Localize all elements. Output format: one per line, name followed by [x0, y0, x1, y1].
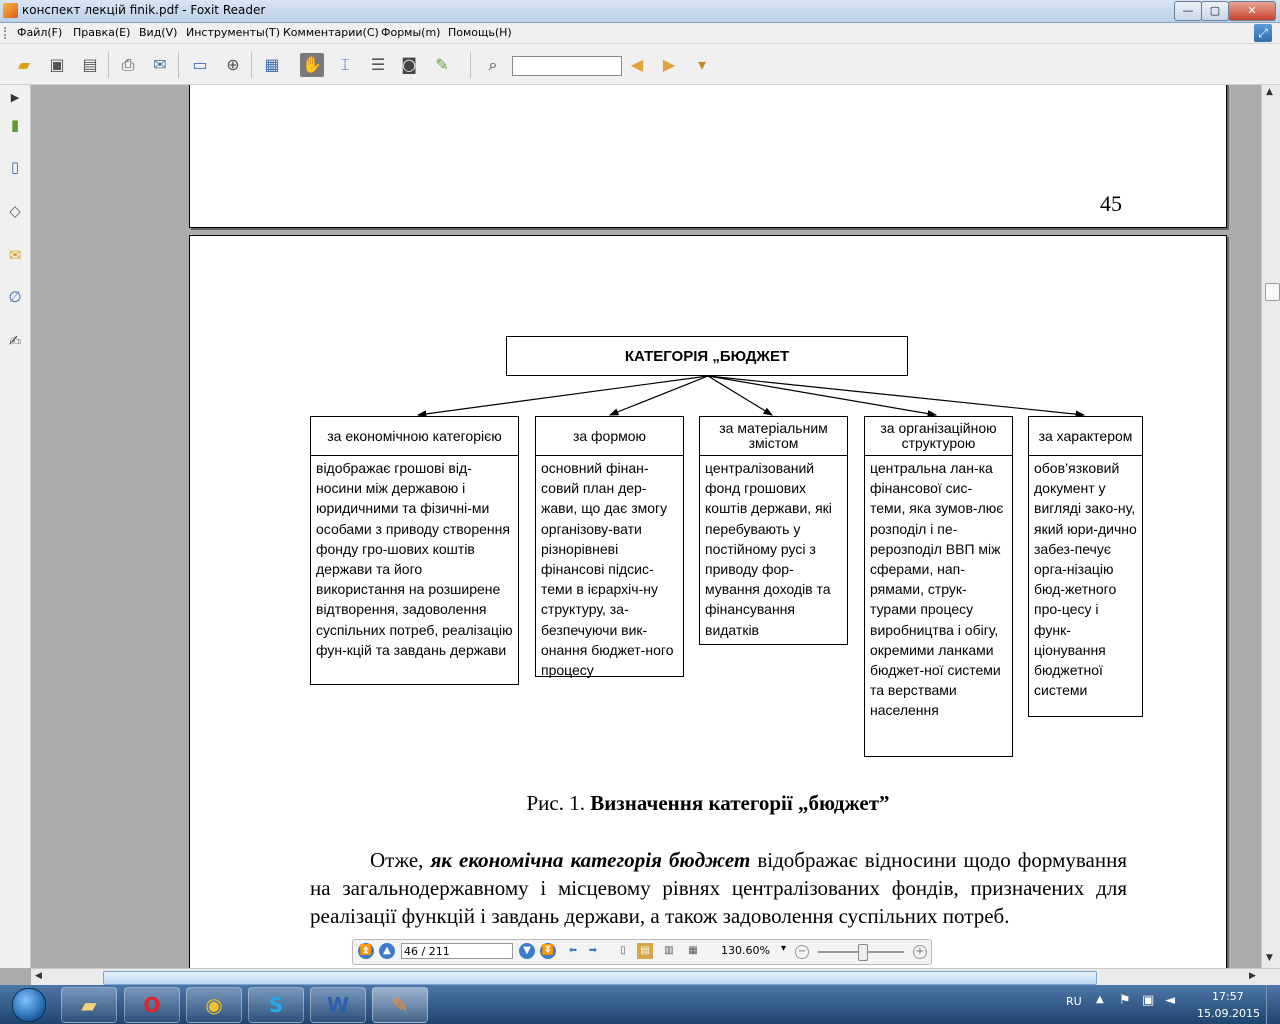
toolbar-separator — [178, 52, 179, 78]
chrome-taskbar-icon[interactable]: ◉ — [186, 987, 242, 1023]
scroll-down-icon[interactable]: ▼ — [1266, 953, 1273, 963]
foxit-taskbar-icon[interactable]: ✎ — [372, 987, 428, 1023]
horizontal-scroll-thumb[interactable] — [103, 971, 1097, 985]
save-as-icon[interactable]: ▤ — [82, 55, 98, 74]
print-icon[interactable]: ⎙ — [121, 55, 135, 74]
category-header-character: за характером — [1028, 416, 1143, 456]
select-annotation-icon[interactable]: ☰ — [370, 55, 386, 74]
previous-page-icon[interactable]: ▲ — [379, 943, 395, 959]
snapshot-icon[interactable]: ◙ — [401, 55, 417, 74]
continuous-page-icon[interactable]: ▤ — [637, 943, 653, 959]
menu-view[interactable]: Вид(V) — [139, 26, 178, 39]
body-paragraph — [310, 846, 1127, 930]
keyboard-language[interactable]: RU — [1066, 995, 1082, 1008]
last-page-icon[interactable]: ⏬ — [540, 943, 556, 959]
typewriter-icon[interactable]: ✎ — [435, 55, 449, 74]
category-header-organizational: за організаційною структурою — [864, 416, 1013, 456]
category-header-form: за формою — [535, 416, 684, 456]
figure-caption-title: Визначення категорії „бюджет” — [590, 791, 890, 815]
pdf-page-45 — [189, 85, 1227, 228]
show-desktop-button[interactable] — [1266, 985, 1280, 1024]
continuous-facing-icon[interactable]: ▦ — [688, 945, 698, 956]
word-taskbar-icon[interactable]: W — [310, 987, 366, 1023]
paragraph-rest: відображає відносини щодо формування на загальнодержавному і місцевому рівнях централізованих фондів, призначених для реалізації функцій і завдань держави, а також задоволення суспільних потреб. — [310, 848, 1127, 928]
menu-forms[interactable]: Формы(m) — [381, 26, 441, 39]
vertical-scrollbar[interactable] — [1261, 85, 1280, 968]
hand-tool-icon[interactable]: ✋ — [300, 53, 324, 77]
attachments-icon[interactable]: ∅ — [8, 288, 22, 306]
foxit-app-icon — [3, 3, 18, 18]
find-previous-icon[interactable]: ◀ — [630, 55, 644, 74]
open-icon[interactable]: ▰ — [17, 55, 31, 74]
comments-icon[interactable]: ✉ — [8, 246, 22, 264]
menu-grip-icon — [4, 27, 14, 39]
zoom-level[interactable]: 130.60% — [721, 944, 770, 957]
panel-expand-icon[interactable]: ▶ — [10, 91, 20, 104]
toolbar — [0, 44, 1280, 85]
full-screen-icon[interactable]: ▭ — [192, 55, 208, 74]
menu-help[interactable]: Помощь(H) — [448, 26, 512, 39]
category-body-economic: відображає грошові від-носини між державою і юридичними та фізичні-ми особами з приводу створення фонду гро-шових коштів держави та його використання на розширене відтворення, задоволення суспільних потреб, реалізацію фун-кцій та завдань держави — [310, 455, 519, 685]
explorer-taskbar-icon[interactable]: ▰ — [61, 987, 117, 1023]
menu-file[interactable]: Файл(F) — [17, 26, 63, 39]
title-bar — [0, 0, 1280, 23]
clock-time[interactable]: 17:57 — [1212, 990, 1244, 1003]
search-options-icon[interactable]: ▾ — [697, 55, 707, 74]
restore-doc-icon[interactable]: ⤢ — [1254, 24, 1272, 42]
paragraph-lead: Отже, — [370, 848, 431, 872]
clock-date[interactable]: 15.09.2015 — [1197, 1007, 1260, 1020]
email-icon[interactable]: ✉ — [153, 55, 167, 74]
navigation-panel — [0, 85, 31, 968]
network-icon[interactable]: ▣ — [1142, 993, 1155, 1008]
page-thumbnails-icon[interactable]: ▯ — [10, 158, 20, 176]
facing-page-icon[interactable]: ▥ — [664, 945, 674, 956]
pages-icon[interactable]: ▦ — [264, 55, 280, 74]
scroll-up-icon[interactable]: ▲ — [1266, 87, 1273, 97]
connector-form — [610, 376, 708, 415]
zoom-in-icon[interactable]: + — [913, 945, 927, 959]
category-body-form: основний фінан-совий план дер-жави, що дає змогу організову-вати різнорівневі фінансові підсис-теми в ієрархіч-ну структуру, за-безпечуючи вик-онання бюджет-ного процесу — [535, 455, 684, 677]
minimize-button[interactable]: — — [1174, 1, 1202, 21]
category-body-material: централізований фонд грошових коштів держави, які перебувають у постійному русі з приводу фор-мування доходів та фінансування видатків — [699, 455, 848, 645]
maximize-button[interactable]: ▢ — [1201, 1, 1229, 21]
zoom-tool-icon[interactable]: ⊕ — [226, 55, 240, 74]
connector-economic — [418, 376, 708, 415]
toolbar-separator — [470, 52, 471, 78]
diagram-root-box: КАТЕГОРІЯ „БЮДЖЕТ — [506, 336, 908, 376]
go-back-icon[interactable]: ⬅ — [568, 945, 578, 956]
page-number: 45 — [1100, 191, 1122, 216]
windows-taskbar — [0, 985, 1280, 1024]
zoom-out-icon[interactable]: − — [795, 945, 809, 959]
skype-taskbar-icon[interactable]: S — [248, 987, 304, 1023]
start-button[interactable] — [2, 986, 54, 1023]
zoom-slider-handle[interactable] — [858, 944, 868, 961]
menu-edit[interactable]: Правка(E) — [73, 26, 131, 39]
tray-expand-icon[interactable]: ▲ — [1096, 994, 1104, 1005]
signatures-icon[interactable]: ✍ — [8, 332, 22, 350]
horizontal-scrollbar[interactable] — [31, 968, 1280, 986]
document-view[interactable] — [31, 85, 1260, 968]
window-title: конспект лекцій finik.pdf - Foxit Reader — [22, 3, 266, 17]
category-header-material: за матеріальним змістом — [699, 416, 848, 456]
find-next-icon[interactable]: ▶ — [662, 55, 676, 74]
action-center-icon[interactable]: ⚑ — [1119, 993, 1131, 1008]
select-text-icon[interactable]: ⌶ — [340, 55, 350, 74]
save-icon[interactable]: ▣ — [49, 55, 65, 74]
zoom-dropdown-icon[interactable]: ▾ — [781, 943, 787, 954]
menu-bar — [0, 23, 1280, 44]
windows-logo-icon — [12, 988, 46, 1022]
menu-comments[interactable]: Комментарии(C) — [283, 26, 379, 39]
category-body-character: обов’язковий документ у вигляді зако-ну, який юри-дично забез-печує орга-нізацію бюд-жетного про-цесу і функ-ціонування бюджетної системи — [1028, 455, 1143, 717]
vertical-scroll-thumb[interactable] — [1265, 283, 1280, 301]
toolbar-separator — [108, 52, 109, 78]
pdf-page-46 — [189, 235, 1227, 968]
bookmarks-icon[interactable]: ▮ — [10, 116, 20, 134]
opera-taskbar-icon[interactable]: O — [124, 987, 180, 1023]
page-navigation-bar — [352, 939, 932, 965]
scroll-right-icon[interactable]: ▶ — [1249, 971, 1256, 981]
single-page-icon[interactable]: ▯ — [620, 945, 626, 956]
connector-character — [708, 376, 1084, 415]
figure-caption — [190, 791, 1226, 816]
menu-tools[interactable]: Инструменты(T) — [186, 26, 281, 39]
next-page-icon[interactable]: ▼ — [519, 943, 535, 959]
layers-icon[interactable]: ◇ — [9, 202, 21, 220]
toolbar-separator — [251, 52, 252, 78]
page-number-field[interactable]: 46 / 211 — [401, 943, 513, 959]
scroll-left-icon[interactable]: ◀ — [35, 971, 42, 981]
first-page-icon[interactable]: ⏫ — [358, 943, 374, 959]
find-input[interactable] — [512, 56, 622, 76]
paragraph-emphasis: як економічна категорія бюджет — [430, 848, 751, 872]
category-header-economic: за економічною категорією — [310, 416, 519, 456]
category-body-organizational: центральна лан-ка фінансової сис-теми, яка зумов-лює розподіл і пе-рерозподіл ВВП між сферами, нап-рямами, струк-турами процесу виробництва і обігу, окремими ланками бюджет-ної системи та верствами населення — [864, 455, 1013, 757]
volume-icon[interactable]: ◄ — [1165, 993, 1175, 1008]
go-forward-icon[interactable]: ➡ — [588, 945, 598, 956]
close-button[interactable]: ✕ — [1228, 1, 1276, 21]
find-binoculars-icon[interactable]: ⌕ — [488, 55, 498, 74]
figure-caption-prefix: Рис. 1. — [526, 791, 591, 815]
